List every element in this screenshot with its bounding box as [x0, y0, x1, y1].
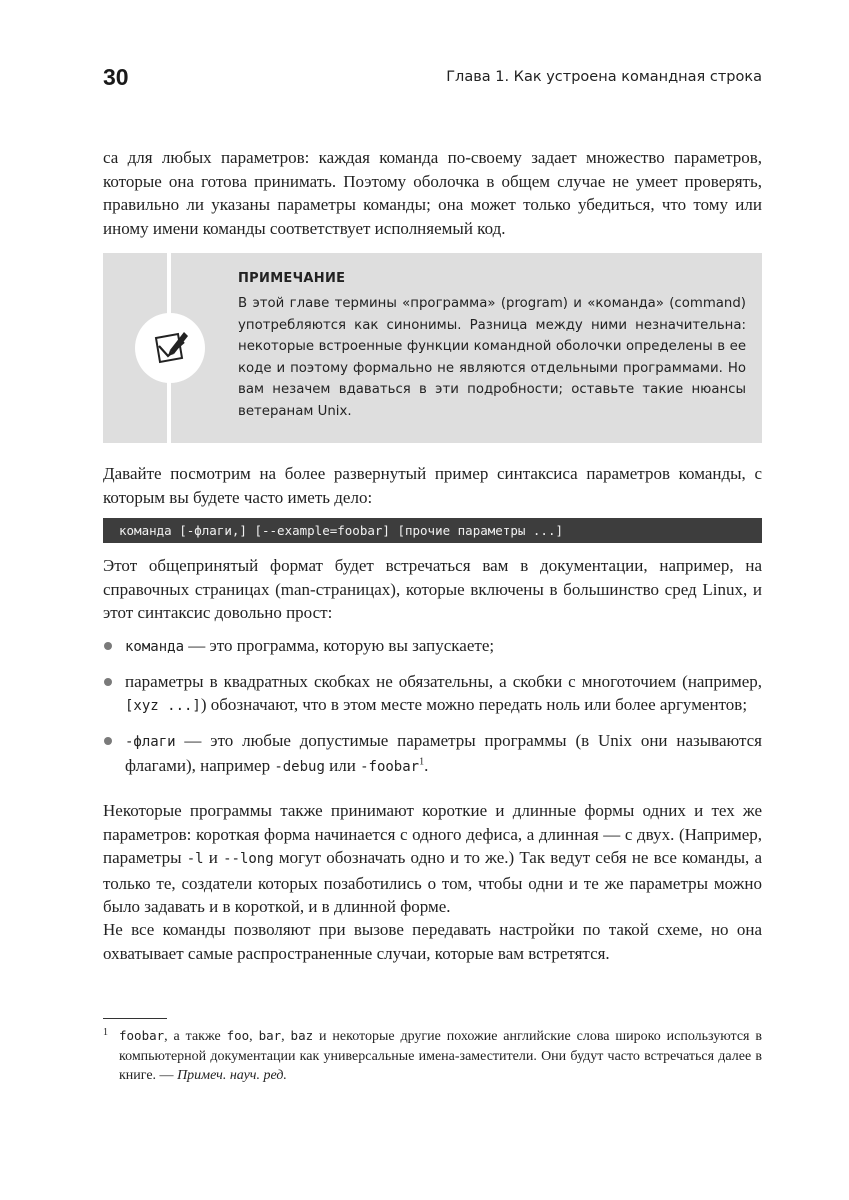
list-item-text: ) обозначают, что в этом месте можно передать ноль или более аргументов;: [200, 695, 748, 714]
footnote-mark: 1: [103, 1027, 108, 1038]
paragraph-text: могут обозначать одно и то же.) Так ведут себя не все команды, а только те, создатели которых позаботились о том, чтобы одни и те же параметры можно было задавать и в короткой, и в длинной форме.: [103, 848, 762, 916]
footnote-text: и некоторые другие похожие английские слова широко используются в компьютерной документации как универсальные имена-заместители. Они будут часто встречаться далее в книге. —: [119, 1029, 762, 1083]
inline-code: bar: [258, 1028, 282, 1043]
footnote: [103, 1026, 762, 1086]
paragraph-3: Этот общепринятый формат будет встречаться вам в документации, например, на справочных страницах (man-страницах), которые включены в большинство сред Linux, и этот синтаксис довольно прост:: [103, 556, 762, 622]
bullet-dot: [104, 678, 112, 686]
list-item-text: — это программа, которую вы запускаете;: [184, 636, 495, 655]
paragraph-text: и: [203, 848, 224, 867]
bullet-dot: [104, 737, 112, 745]
list-item-text: .: [424, 756, 429, 775]
inline-code: --long: [223, 851, 274, 867]
running-head: Глава 1. Как устроена командная строка: [446, 69, 762, 85]
inline-code: baz: [290, 1028, 314, 1043]
footnote-text: ,: [249, 1029, 259, 1044]
inline-code: [xyz ...]: [125, 698, 201, 714]
note-title: ПРИМЕЧАНИЕ: [238, 271, 346, 286]
code-block: команда [-флаги,] [--example=foobar] [прочие параметры ...]: [103, 518, 762, 543]
inline-code: -флаги: [125, 733, 176, 750]
bullet-dot: [104, 642, 112, 650]
footnote-divider: [103, 1018, 167, 1019]
list-item: [103, 729, 762, 780]
paragraph-text: Некоторые программы также принимают короткие и длинные формы одних и тех же параметров: короткая форма начинается с одного дефиса, а длинная — с двух. (Например, параметры: [103, 801, 762, 867]
inline-code: foobar: [119, 1028, 165, 1043]
page-header: [103, 64, 762, 94]
note-box: [103, 253, 762, 443]
footnote-attribution: Примеч. науч. ред.: [177, 1068, 287, 1083]
list-item-text: — это любые допустимые параметры программы (в Unix они называются флагами), например: [125, 730, 762, 775]
page-number: 30: [103, 64, 129, 90]
paragraph-1: са для любых параметров: каждая команда по-своему задает множество параметров, которые она готова принимать. Поэтому оболочка в общем случае не умеет проверять, правильно ли указаны параметры команды; она может только убедиться, что тому или иному имени команды соответствует исполняемый код.: [103, 148, 762, 238]
inline-code: -foobar: [360, 759, 420, 775]
paragraph-4: [103, 799, 762, 919]
paragraph-5: Не все команды позволяют при вызове передавать настройки по такой схеме, но она охватывает самые распространенные случаи, которые вам встретятся.: [103, 920, 762, 963]
list-item-text: или: [324, 756, 361, 775]
footnote-text: , а также: [164, 1029, 227, 1044]
inline-code: foo: [226, 1028, 250, 1043]
footnote-ref[interactable]: 1: [419, 756, 425, 768]
pen-paper-icon: [135, 313, 205, 383]
inline-code: команда: [125, 639, 185, 655]
footnote-text: ,: [281, 1029, 291, 1044]
bullet-list: [103, 634, 762, 790]
list-item: [103, 670, 762, 719]
list-item-text: параметры в квадратных скобках не обязательны, а скобки с многоточием (например,: [125, 671, 762, 691]
paragraph-2: Давайте посмотрим на более развернутый пример синтаксиса параметров команды, с которым вы будете часто иметь дело:: [103, 464, 762, 507]
list-item: [103, 634, 762, 660]
inline-code: -l: [186, 851, 204, 867]
inline-code: -debug: [274, 759, 325, 775]
note-body: В этой главе термины «программа» (program) и «команда» (command) употребляются как синонимы. Разница между ними незначительна: некоторые встроенные функции командной оболочки определены в ее коде и поэтому формально не являются отдельными программами. Но вам незачем вдаваться в эти подробности; оставьте такие нюансы ветеранам Unix.: [238, 296, 746, 419]
